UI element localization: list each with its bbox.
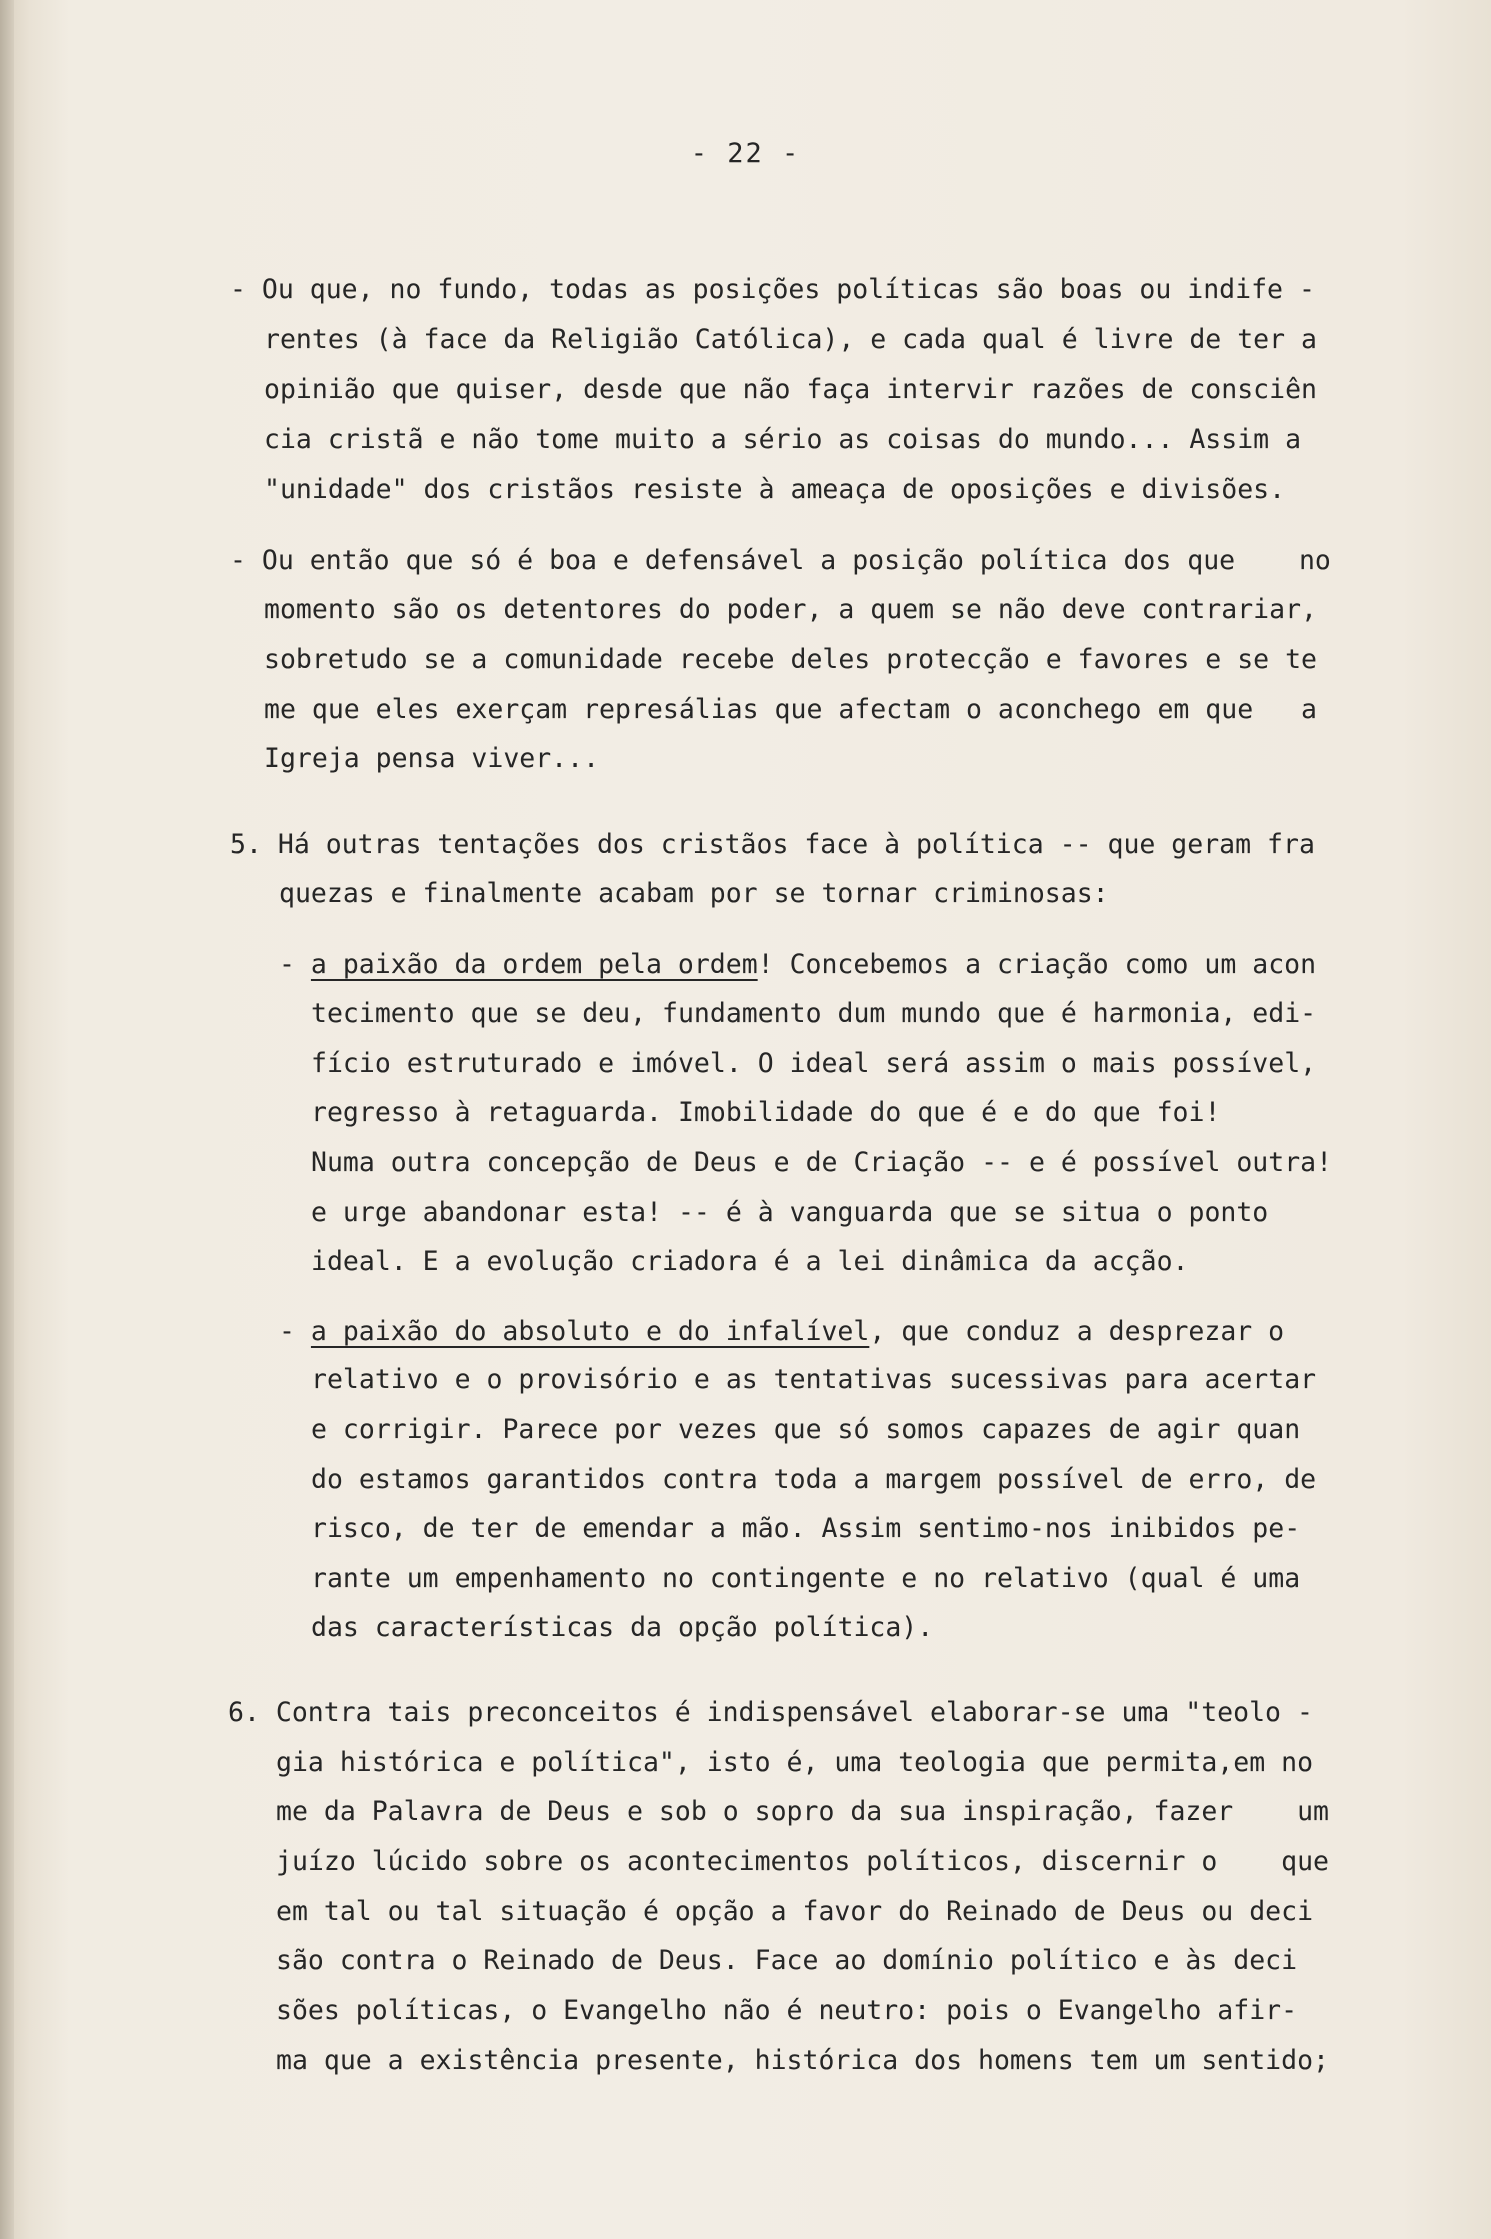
text-line-8: sobretudo se a comunidade recebe deles protecção e favores e se te	[264, 644, 1317, 675]
text-line-16: regresso à retaguarda. Imobilidade do que é e do que foi!	[311, 1097, 1221, 1128]
text-line-15: fício estruturado e imóvel. O ideal será assim o mais possível,	[311, 1048, 1317, 1079]
text-line-7: momento são os detentores do poder, a quem se não deve contrariar,	[264, 594, 1317, 625]
text-line-1: - Ou que, no fundo, todas as posições políticas são boas ou indife -	[230, 274, 1315, 305]
text-line-29: me da Palavra de Deus e sob o sopro da sua inspiração, fazer um	[276, 1796, 1329, 1827]
text-line-5: "unidade" dos cristãos resiste à ameaça de oposições e divisões.	[264, 474, 1286, 505]
text-line-25: rante um empenhamento no contingente e no relativo (qual é uma	[311, 1563, 1301, 1594]
text-line-28: gia histórica e política", isto é, uma teologia que permita,em no	[276, 1747, 1314, 1778]
text-line-9: me que eles exerçam represálias que afectam o aconchego em que a	[264, 694, 1317, 725]
text-line-26: das características da opção política).	[311, 1612, 934, 1643]
text-line-2: rentes (à face da Religião Católica), e cada qual é livre de ter a	[264, 324, 1317, 355]
underlined-phrase: a paixão da ordem pela ordem	[310, 949, 758, 980]
text-line-32: são contra o Reinado de Deus. Face ao domínio político e às deci	[276, 1945, 1298, 1976]
text-line-3: opinião que quiser, desde que não faça intervir razões de consciên	[264, 374, 1317, 405]
text-line-27: 6. Contra tais preconceitos é indispensável elaborar-se uma "teolo -	[228, 1697, 1313, 1728]
text-line-6: - Ou então que só é boa e defensável a posição política dos que no	[230, 545, 1331, 576]
text-line-34: ma que a existência presente, histórica dos homens tem um sentido;	[276, 2045, 1329, 2076]
text-line-19: ideal. E a evolução criadora é a lei dinâmica da acção.	[311, 1246, 1189, 1277]
text-line-14: tecimento que se deu, fundamento dum mundo que é harmonia, edi-	[311, 998, 1317, 1029]
text-line-17: Numa outra concepção de Deus e de Criação -- e é possível outra!	[311, 1147, 1333, 1178]
text-line-30: juízo lúcido sobre os acontecimentos políticos, discernir o que	[276, 1846, 1329, 1877]
text-line-22: e corrigir. Parece por vezes que só somos capazes de agir quan	[311, 1414, 1301, 1445]
text-line-31: em tal ou tal situação é opção a favor do Reinado de Deus ou deci	[276, 1896, 1314, 1927]
text-line-10: Igreja pensa viver...	[264, 743, 600, 774]
text-line-13: - a paixão da ordem pela ordem! Concebemos a criação como um acon	[279, 949, 1317, 980]
text-line-12: quezas e finalmente acabam por se tornar criminosas:	[279, 878, 1109, 909]
text-line-4: cia cristã e não tome muito a sério as coisas do mundo... Assim a	[264, 424, 1302, 455]
text-line-33: sões políticas, o Evangelho não é neutro: pois o Evangelho afir-	[276, 1995, 1298, 2026]
text-line-24: risco, de ter de emendar a mão. Assim sentimo-nos inibidos pe-	[311, 1513, 1301, 1544]
text-line-18: e urge abandonar esta! -- é à vanguarda que se situa o ponto	[311, 1197, 1269, 1228]
text-line-23: do estamos garantidos contra toda a margem possível de erro, de	[311, 1464, 1317, 1495]
text-line-21: relativo e o provisório e as tentativas sucessivas para acertar	[311, 1364, 1317, 1395]
page-spine-shadow	[0, 0, 14, 2239]
underlined-phrase: a paixão do absoluto e do infalível	[310, 1316, 870, 1347]
text-line-20: - a paixão do absoluto e do infalível, que conduz a desprezar o	[279, 1316, 1285, 1347]
page-number: - 22 -	[690, 138, 801, 169]
text-line-11: 5. Há outras tentações dos cristãos face à política -- que geram fra	[230, 829, 1315, 860]
